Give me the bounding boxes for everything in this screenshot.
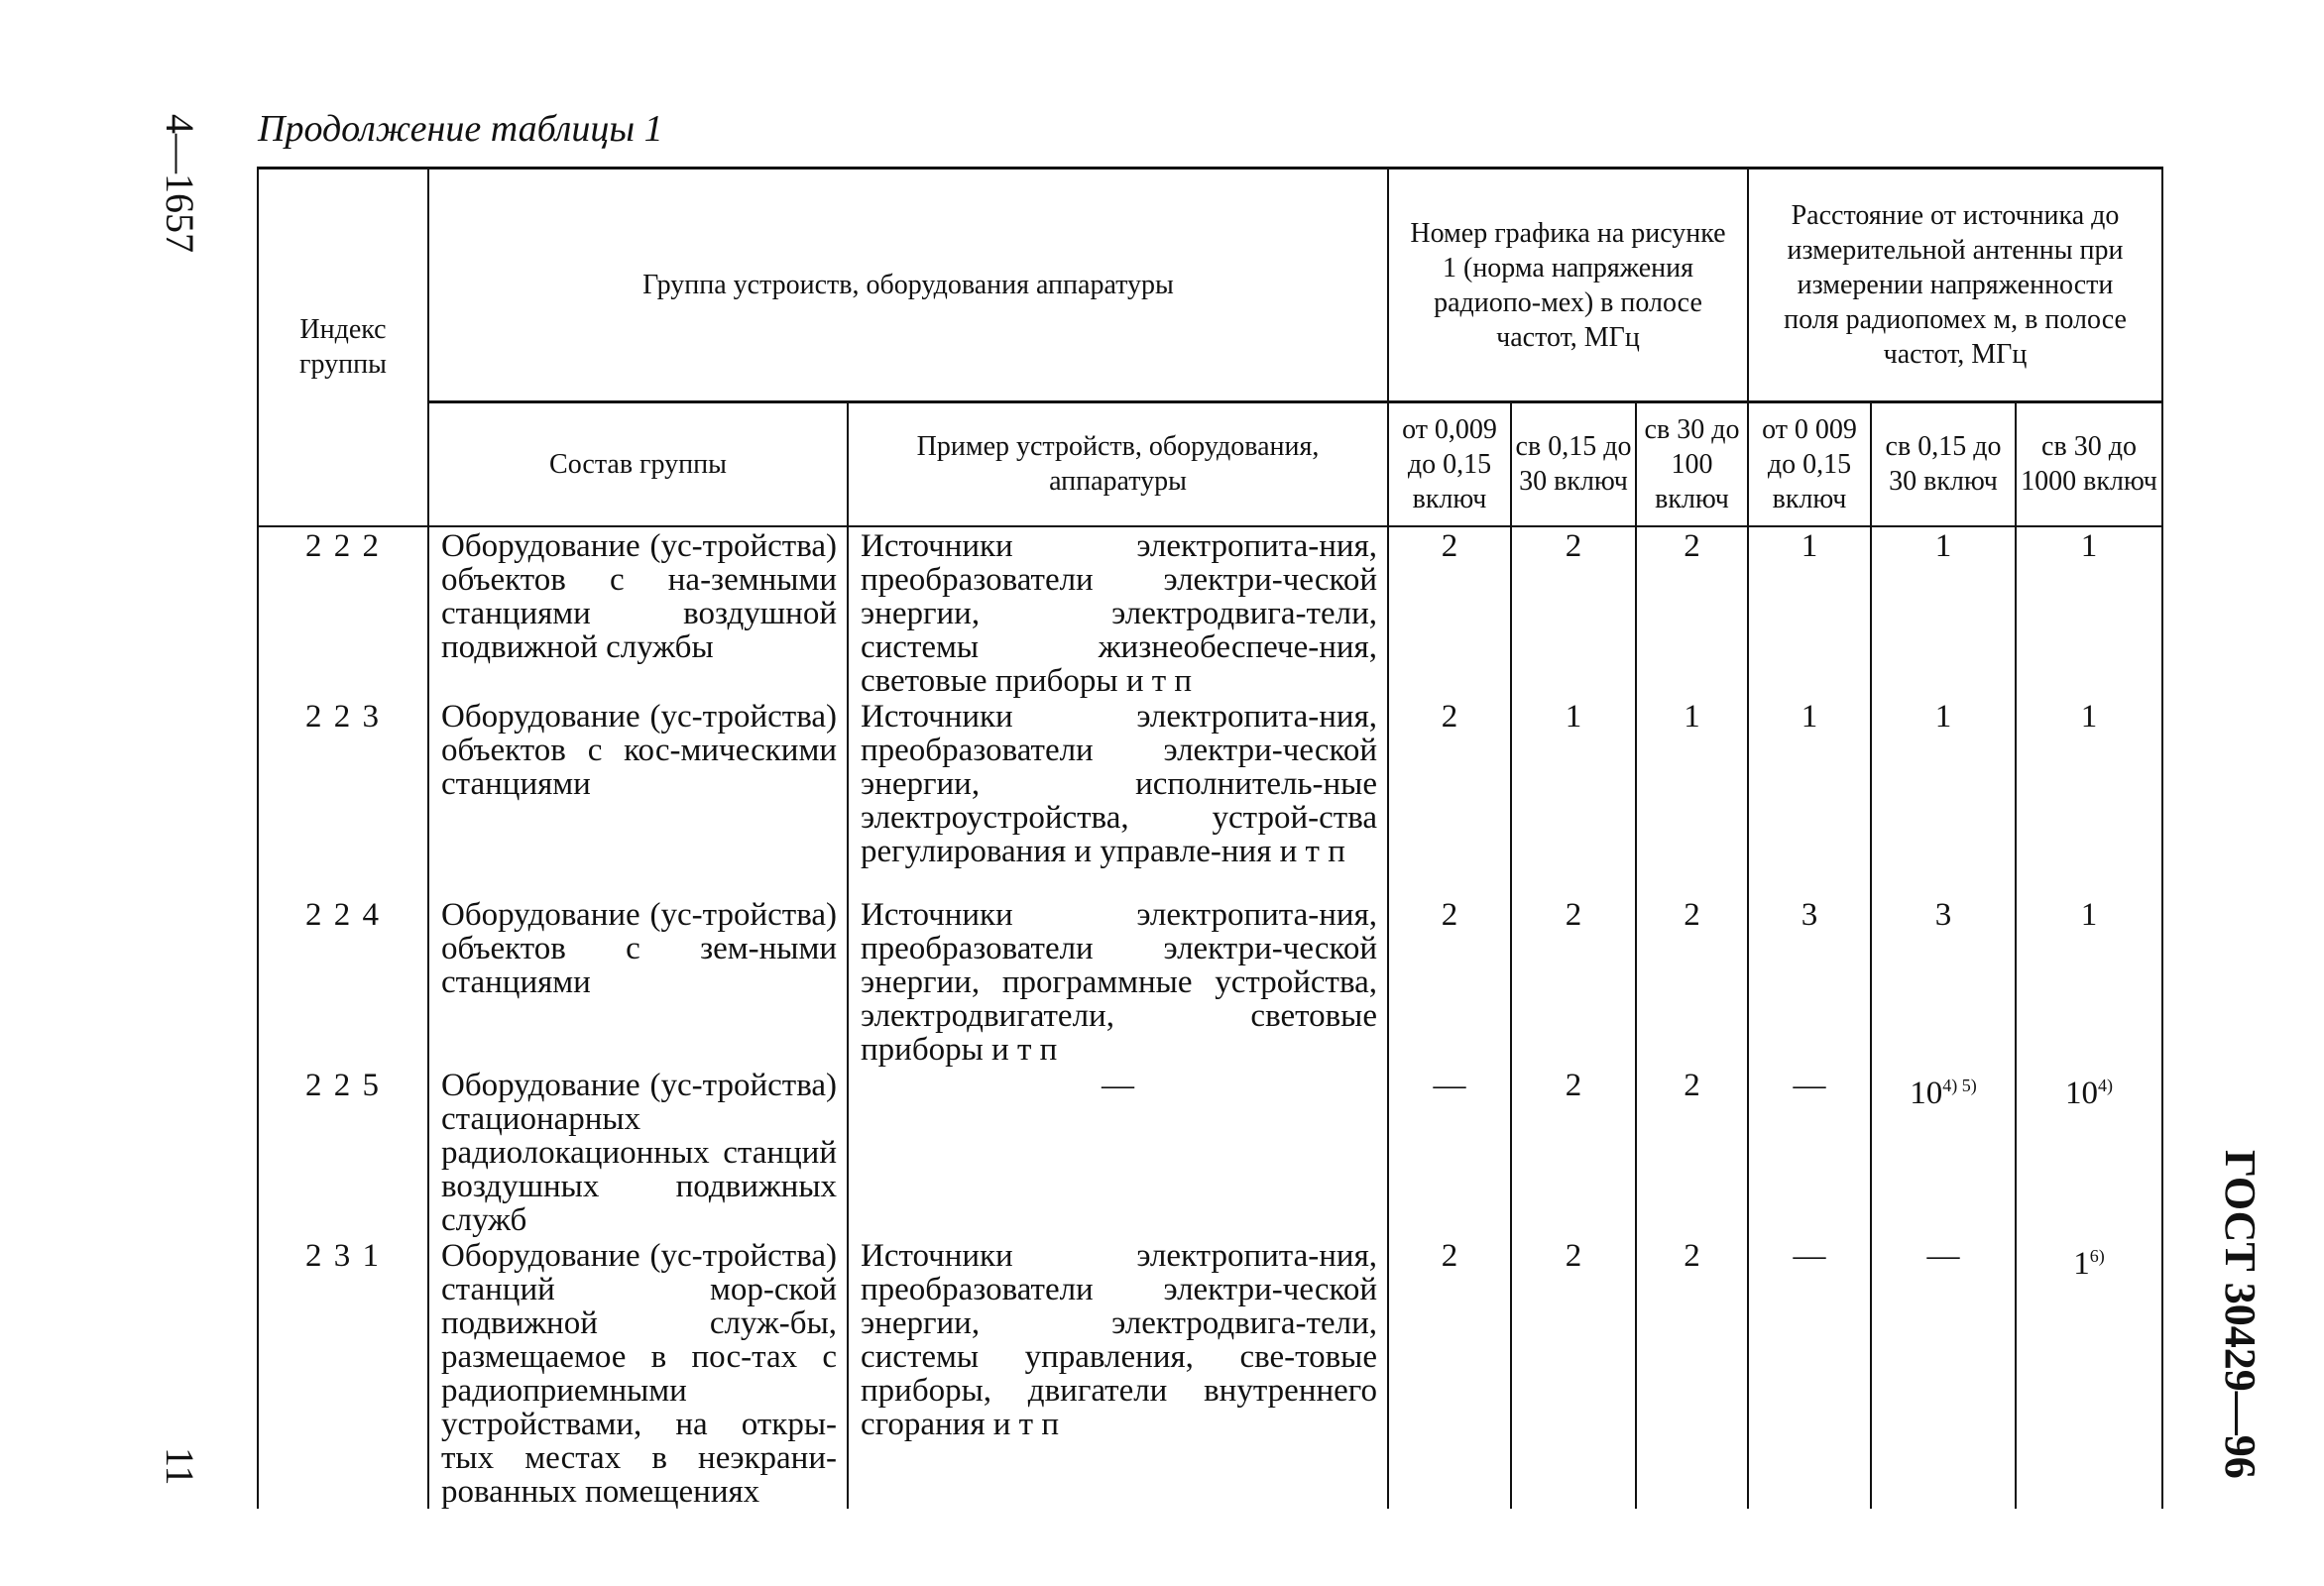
row-composition: Оборудование (ус-тройства) объектов с зем-ными станциями	[428, 896, 848, 1067]
row-g3: 2	[1636, 1237, 1748, 1509]
header-distance: Расстояние от источника до измерительной антенны при измерении напряженности поля радиопомех м, в полосе частот, МГц	[1748, 169, 2162, 402]
row-d1: —	[1748, 1237, 1871, 1509]
row-g2: 2	[1511, 896, 1636, 1067]
row-index: 2 2 5	[258, 1067, 428, 1237]
row-g3: 2	[1636, 526, 1748, 698]
row-example: —	[848, 1067, 1388, 1237]
table-caption: Продолжение таблицы 1	[258, 108, 663, 150]
row-composition: Оборудование (ус-тройства) стационарных радиолокационных станций воздушных подвижных служб	[428, 1067, 848, 1237]
table-row	[258, 526, 2162, 698]
row-g3: 2	[1636, 1067, 1748, 1237]
row-d3-value: 1	[2073, 1245, 2090, 1282]
page-number: 11	[158, 1447, 202, 1486]
header-g2: св 0,15 до 30 включ	[1511, 402, 1636, 526]
row-d1: 1	[1748, 526, 1871, 698]
row-index: 2 2 4	[258, 896, 428, 1067]
row-g3: 1	[1636, 698, 1748, 896]
table-row	[258, 1067, 2162, 1237]
row-g2: 2	[1511, 1067, 1636, 1237]
row-example: Источники электропита-ния, преобразователи электри-ческой энергии, программные устройства, электродвигатели, световые приборы и т п	[848, 896, 1388, 1067]
row-d2: —	[1871, 1237, 2016, 1509]
table-row	[258, 1237, 2162, 1509]
row-d3	[2016, 1237, 2162, 1509]
header-d2: св 0,15 до 30 включ	[1871, 402, 2016, 526]
row-g1: 2	[1388, 896, 1511, 1067]
table-row	[258, 698, 2162, 896]
standards-table	[257, 167, 2161, 1509]
footnote-mark: 4)	[2098, 1075, 2113, 1095]
row-g2: 2	[1511, 1237, 1636, 1509]
row-composition: Оборудование (ус-тройства) объектов с кос-мическими станциями	[428, 698, 848, 896]
row-g1: 2	[1388, 698, 1511, 896]
row-d1: —	[1748, 1067, 1871, 1237]
row-d2-value: 10	[1910, 1075, 1943, 1111]
row-d2: 1	[1871, 698, 2016, 896]
row-composition: Оборудование (ус-тройства) объектов с на-земными станциями воздушной подвижной службы	[428, 526, 848, 698]
standard-title: ГОСТ 30429—96	[2216, 1150, 2265, 1479]
header-g3: св 30 до 100 включ	[1636, 402, 1748, 526]
header-g1: от 0,009 до 0,15 включ	[1388, 402, 1511, 526]
table-row	[258, 896, 2162, 1067]
header-index: Индекс группы	[258, 169, 428, 526]
header-graph: Номер графика на рисунке 1 (норма напряжения радиопо-мех) в полосе частот, МГц	[1388, 169, 1748, 402]
header-group: Группа устроиств, оборудования аппаратуры	[428, 169, 1388, 402]
row-d2	[1871, 1067, 2016, 1237]
row-g2: 2	[1511, 526, 1636, 698]
row-example: Источники электропита-ния, преобразователи электри-ческой энергии, исполнитель-ные электроустройства, устрой-ства регулирования и управле-ния и т п	[848, 698, 1388, 896]
row-d1: 3	[1748, 896, 1871, 1067]
row-d2: 3	[1871, 896, 2016, 1067]
row-g3: 2	[1636, 896, 1748, 1067]
page-code: 4—1657	[158, 114, 202, 253]
row-example: Источники электропита-ния, преобразователи электри-ческой энергии, электродвига-тели, системы управления, све-товые приборы, двигатели внутреннего сгорания и т п	[848, 1237, 1388, 1509]
row-d2: 1	[1871, 526, 2016, 698]
row-d1: 1	[1748, 698, 1871, 896]
row-g1: 2	[1388, 526, 1511, 698]
header-composition: Состав группы	[428, 402, 848, 526]
row-d3-value: 10	[2065, 1075, 2098, 1111]
row-d3: 1	[2016, 698, 2162, 896]
header-d1: от 0 009 до 0,15 включ	[1748, 402, 1871, 526]
header-example: Пример устройств, оборудования, аппаратуры	[848, 402, 1388, 526]
row-g1: —	[1388, 1067, 1511, 1237]
footnote-mark: 4) 5)	[1942, 1075, 1977, 1095]
row-g2: 1	[1511, 698, 1636, 896]
header-d3: св 30 до 1000 включ	[2016, 402, 2162, 526]
row-d3	[2016, 1067, 2162, 1237]
row-d3: 1	[2016, 896, 2162, 1067]
row-example: Источники электропита-ния, преобразователи электри-ческой энергии, электродвига-тели, системы жизнеобеспече-ния, световые приборы и т п	[848, 526, 1388, 698]
row-index: 2 2 2	[258, 526, 428, 698]
row-index: 2 3 1	[258, 1237, 428, 1509]
footnote-mark: 6)	[2089, 1245, 2105, 1266]
row-g1: 2	[1388, 1237, 1511, 1509]
row-index: 2 2 3	[258, 698, 428, 896]
row-composition: Оборудование (ус-тройства) станций мор-ской подвижной служ-бы, размещаемое в пос-тах с радиоприемными устройствами, на откры-тых местах в неэкрани-рованных помещениях	[428, 1237, 848, 1509]
row-d3: 1	[2016, 526, 2162, 698]
